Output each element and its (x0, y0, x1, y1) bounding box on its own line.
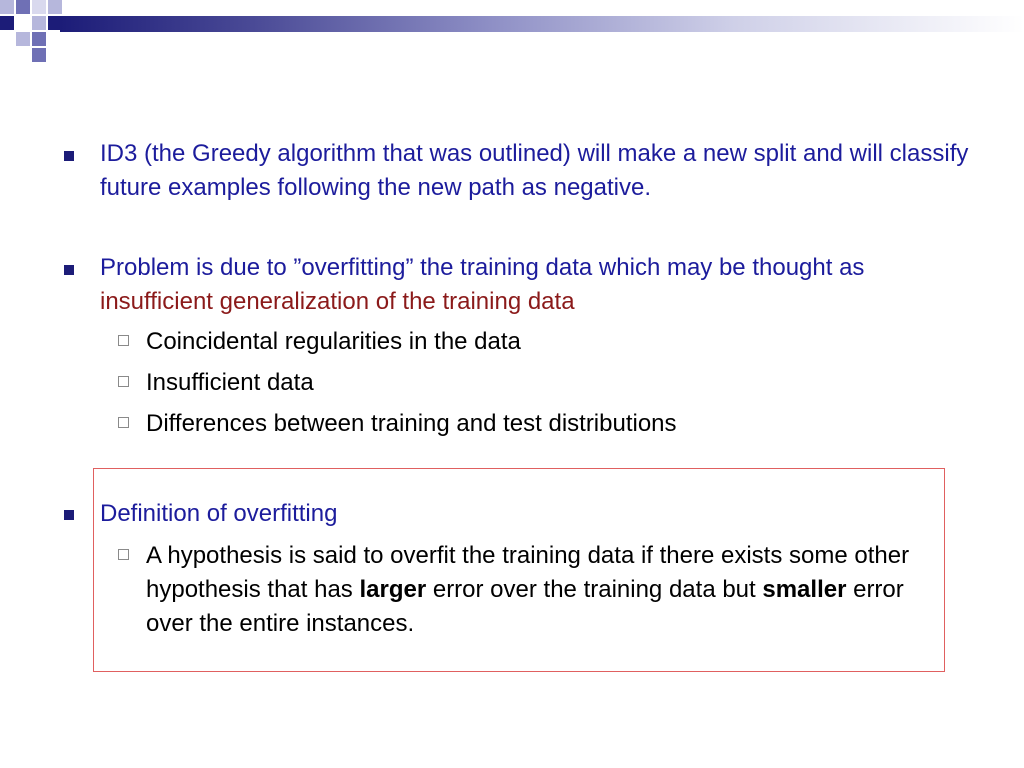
definition-text-part: A hypothesis is said to overfit the training data if there exists some other hypothesis that has (146, 542, 910, 603)
bullet-item-problem (100, 251, 980, 319)
subitem-text: Insufficient data (146, 369, 314, 396)
subitem-text: Differences between training and test distributions (146, 410, 677, 437)
problem-text: Problem is due to ”overfitting” the training data which may be thought as (100, 254, 865, 281)
definition-text-part: error over the entire instances. (146, 576, 904, 637)
bullet-square-icon (64, 510, 74, 520)
hollow-square-bullet-icon (118, 376, 129, 387)
hollow-square-bullet-icon (118, 417, 129, 428)
bullet-item-definition: Definition of overfitting (100, 500, 338, 527)
hollow-square-bullet-icon (118, 335, 129, 346)
definition-text-part: error over the training data but (426, 576, 763, 603)
subitem-text: Coincidental regularities in the data (146, 328, 521, 355)
bullet-item-id3: ID3 (the Greedy algorithm that was outlined) will make a new split and will classify future examples following the new path as negative. (100, 140, 969, 201)
problem-highlight: insufficient generalization of the training data (100, 288, 575, 315)
bullet-square-icon (64, 265, 74, 275)
definition-text (146, 539, 936, 641)
emphasis-smaller: smaller (762, 576, 847, 603)
emphasis-larger: larger (359, 576, 427, 603)
hollow-square-bullet-icon (118, 549, 129, 560)
bullet-square-icon (64, 151, 74, 161)
